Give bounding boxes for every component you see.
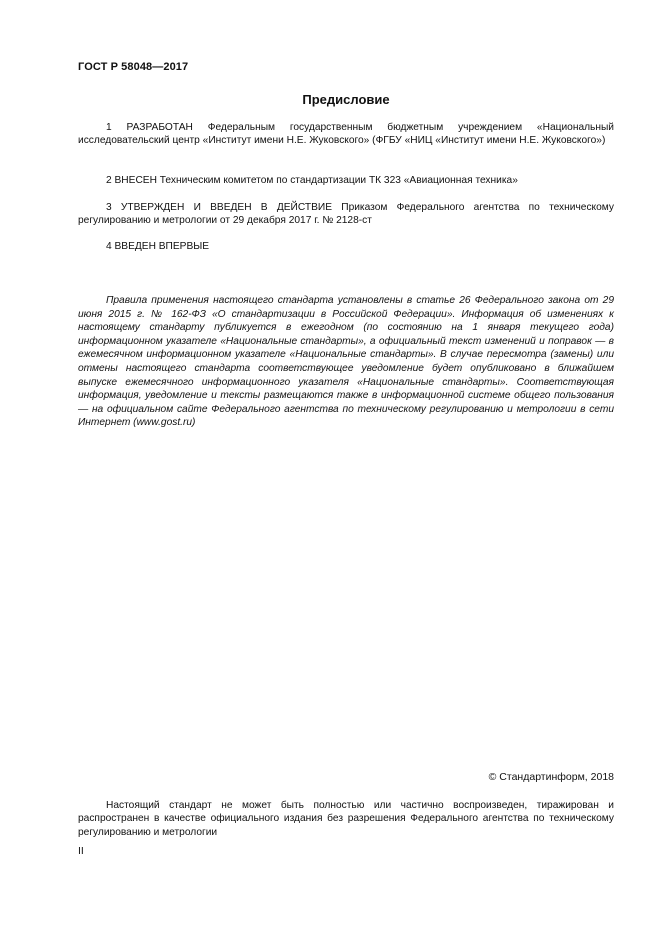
page-number: II xyxy=(78,845,84,857)
preface-title: Предисловие xyxy=(302,92,390,107)
rules-of-application-note: Правила применения настоящего стандарта установлены в статье 26 Федерального закона от 29 июня 2015 г. № 162-ФЗ «О стандартизации в Российской Федерации». Информация об изменениях к настоящему стандарту публикуется в ежегодном (по состоянию на 1 января текущего года) информационном указателе «Национальные стандарты», а официальный текст изменений и поправок — в ежемесячном информационном указателе «Национальные стандарты». В случае пересмотра (замены) или отмены настоящего стандарта соответствующее уведомление будет опубликовано в ближайшем выпуске ежемесячного информационного указателя «Национальные стандарты». Соответствующая информация, уведомление и тексты размещаются также в информационной системе общего пользования — на официальном сайте Федерального агентства по техническому регулированию и метрологии в сети Интернет (www.gost.ru) xyxy=(78,295,614,429)
preface-item-submitted: 2 ВНЕСЕН Техническим комитетом по стандартизации ТК 323 «Авиационная техника» xyxy=(106,175,518,186)
document-code: ГОСТ Р 58048—2017 xyxy=(78,61,189,73)
preface-item-developed: 1 РАЗРАБОТАН Федеральным государственным бюджетным учреждением «Национальный исследовательский центр «Институт имени Н.Е. Жуковского» (ФГБУ «НИЦ «Институт имени Н.Е. Жуковского») xyxy=(78,122,614,147)
preface-item-first-introduced: 4 ВВЕДЕН ВПЕРВЫЕ xyxy=(106,241,210,252)
copyright-notice: © Стандартинформ, 2018 xyxy=(488,771,614,783)
preface-item-approved: 3 УТВЕРЖДЕН И ВВЕДЕН В ДЕЙСТВИЕ Приказом Федерального агентства по техническому регулированию и метрологии от 29 декабря 2017 г. № 2128-ст xyxy=(78,202,614,227)
reproduction-notice: Настоящий стандарт не может быть полностью или частично воспроизведен, тиражирован и распространен в качестве официального издания без разрешения Федерального агентства по техническому регулированию и метрологии xyxy=(78,800,614,838)
